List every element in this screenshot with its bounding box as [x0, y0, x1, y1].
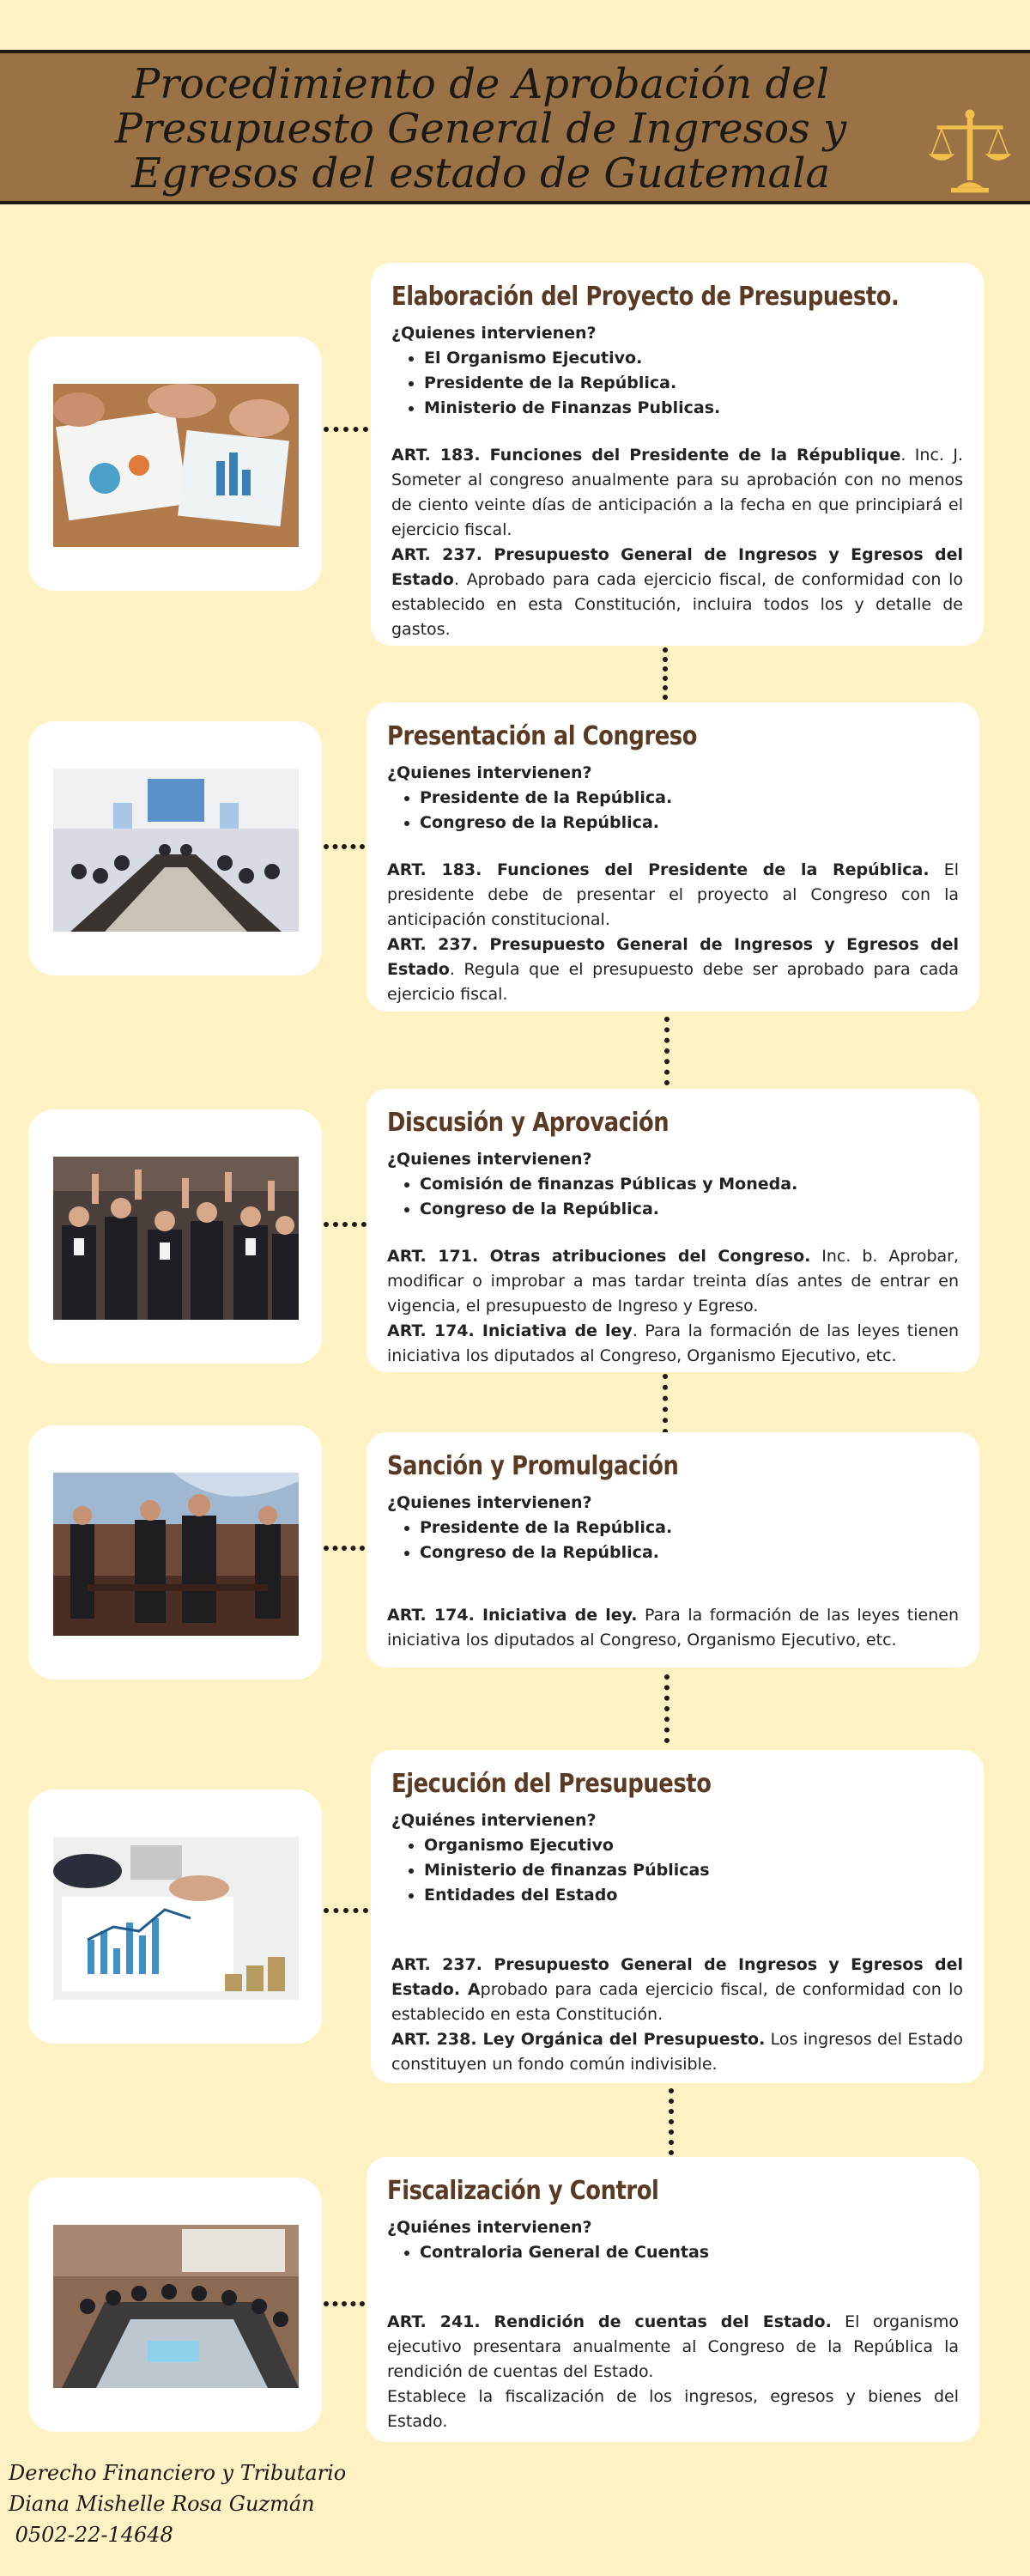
connector-dots: [324, 844, 365, 849]
connector-dots: [324, 1222, 367, 1227]
photo-card-sancion: [28, 1425, 322, 1680]
photo-budget-meeting: [53, 384, 299, 547]
participants-list: [387, 1516, 959, 1565]
photo-congress-meeting: [53, 769, 299, 932]
step-card-discusion: [367, 1089, 979, 1372]
article-paragraph: ART. 174. Iniciativa de ley. Para la formación de las leyes tienen iniciativa los diputados al Congreso, Organismo Ejecutivo, etc.: [387, 1606, 959, 1649]
article-paragraph: Establece la fiscalización de los ingresos, egresos y bienes del Estado.: [387, 2387, 959, 2431]
participants-list: [391, 346, 963, 421]
photo-card-presentacion: [28, 721, 322, 975]
list-item: • Congreso de la República.: [420, 1197, 959, 1222]
article-paragraph: ART. 183. Funciones del Presidente de la República. El presidente debe de presentar el proyecto al Congreso con la anticipación constitucional.: [387, 860, 960, 929]
photo-card-fiscalizacion: [28, 2178, 322, 2432]
connector-dots: [324, 1908, 368, 1913]
article-paragraph: ART. 174. Iniciativa de ley. Para la formación de las leyes tienen iniciativa los diputados al Congreso, Organismo Ejecutivo, etc.: [387, 1321, 960, 1365]
article-paragraph: ART. 237. Presupuesto General de Ingresos y Egresos del Estado. Aprobado para cada ejercicio fiscal, de conformidad con lo establecido en esta Constitución.: [391, 1955, 963, 2024]
step-title: Presentación al Congreso: [387, 721, 698, 751]
course-name: Derecho Financiero y Tributario: [9, 2461, 347, 2485]
step-card-ejecucion: [371, 1750, 984, 2083]
list-item: • Presidente de la República.: [420, 1516, 959, 1540]
step-title: Elaboración del Proyecto de Presupuesto.: [391, 282, 900, 312]
step-title: Discusión y Aprovación: [387, 1108, 670, 1138]
connector-dots: [664, 1017, 670, 1085]
photo-card-elaboracion: [28, 337, 322, 591]
participants-list: [387, 786, 959, 835]
article-paragraph: ART. 237. Presupuesto General de Ingresos y Egresos del Estado. Aprobado para cada ejercicio fiscal, de conformidad con lo establecido en esta Constitución, incluira todos los y detalle de gastos.: [391, 545, 963, 639]
connector-dots: [669, 2088, 674, 2155]
author-name: Diana Mishelle Rosa Guzmán: [9, 2492, 315, 2516]
photo-card-discusion: [28, 1109, 322, 1364]
question-label: ¿Quienes intervienen?: [387, 1493, 592, 1512]
student-id: 0502-22-14648: [9, 2523, 173, 2547]
list-item: • Ministerio de finanzas Públicas: [424, 1858, 963, 1883]
connector-dots: [324, 2301, 365, 2306]
step-card-fiscalizacion: [367, 2157, 979, 2442]
connector-dots: [664, 1674, 670, 1743]
page-title: Procedimiento de Aprobación del Presupuesto General de Ingresos y Egresos del estado de Guatemala: [114, 60, 847, 197]
photo-budget-analysis: [53, 1837, 299, 2000]
step-title: Sanción y Promulgación: [387, 1451, 679, 1481]
article-paragraph: ART. 241. Rendición de cuentas del Estado. El organismo ejecutivo presentara anualmente al Congreso de la República la rendición de cuentas del Estado.: [387, 2312, 959, 2381]
list-item: • Congreso de la República.: [420, 811, 959, 835]
list-item: • Presidente de la República.: [420, 786, 959, 811]
list-item: • El Organismo Ejecutivo.: [424, 346, 963, 371]
list-item: • Contraloria General de Cuentas: [420, 2240, 959, 2265]
step-card-presentacion: [367, 702, 979, 1012]
scales-of-justice-icon: [923, 105, 1017, 199]
step-card-elaboracion: [371, 263, 984, 646]
title-banner: [0, 50, 1030, 204]
connector-dots: [324, 1546, 365, 1551]
photo-law-signing: [53, 1473, 299, 1636]
participants-list: [387, 2240, 959, 2265]
connector-dots: [663, 1374, 668, 1434]
photo-congress-vote: [53, 1157, 299, 1320]
step-card-sancion: [367, 1432, 979, 1668]
participants-list: [387, 1172, 959, 1222]
list-item: • Organismo Ejecutivo: [424, 1833, 963, 1858]
article-paragraph: ART. 171. Otras atribuciones del Congreso. Inc. b. Aprobar, modificar o improbar a mas tardar treinta días antes de entrar en vigencia, el presupuesto de Ingreso y Egreso.: [387, 1247, 959, 1315]
list-item: • Congreso de la República.: [420, 1540, 959, 1565]
participants-list: [391, 1833, 963, 1908]
question-label: ¿Quienes intervienen?: [387, 1150, 592, 1169]
step-title: Ejecución del Presupuesto: [391, 1769, 712, 1799]
list-item: • Comisión de finanzas Públicas y Moneda.: [420, 1172, 959, 1197]
step-title: Fiscalización y Control: [387, 2176, 659, 2206]
question-label: ¿Quienes intervienen?: [391, 324, 597, 343]
question-label: ¿Quiénes intervienen?: [387, 2218, 592, 2237]
connector-dots: [324, 427, 368, 432]
photo-card-ejecucion: [28, 1789, 322, 2044]
connector-dots: [663, 647, 668, 709]
article-paragraph: ART. 238. Ley Orgánica del Presupuesto. Los ingresos del Estado constituyen un fondo común indivisible.: [391, 2030, 963, 2074]
article-paragraph: ART. 237. Presupuesto General de Ingresos y Egresos del Estado. Regula que el presupuesto debe ser aprobado para cada ejercicio fiscal.: [387, 935, 959, 1004]
question-label: ¿Quiénes intervienen?: [391, 1811, 597, 1830]
list-item: • Ministerio de Finanzas Publicas.: [424, 396, 963, 421]
list-item: • Entidades del Estado: [424, 1883, 963, 1908]
photo-audit-meeting: [53, 2225, 299, 2388]
list-item: • Presidente de la República.: [424, 371, 963, 396]
question-label: ¿Quienes intervienen?: [387, 763, 592, 782]
article-paragraph: ART. 183. Funciones del Presidente de la République. Inc. J. Someter al congreso anualmente para su aprobación con no menos de ciento veinte días de anticipación a la fecha en que principiará el ejercicio fiscal.: [391, 446, 963, 539]
author-footer: [9, 2458, 346, 2550]
